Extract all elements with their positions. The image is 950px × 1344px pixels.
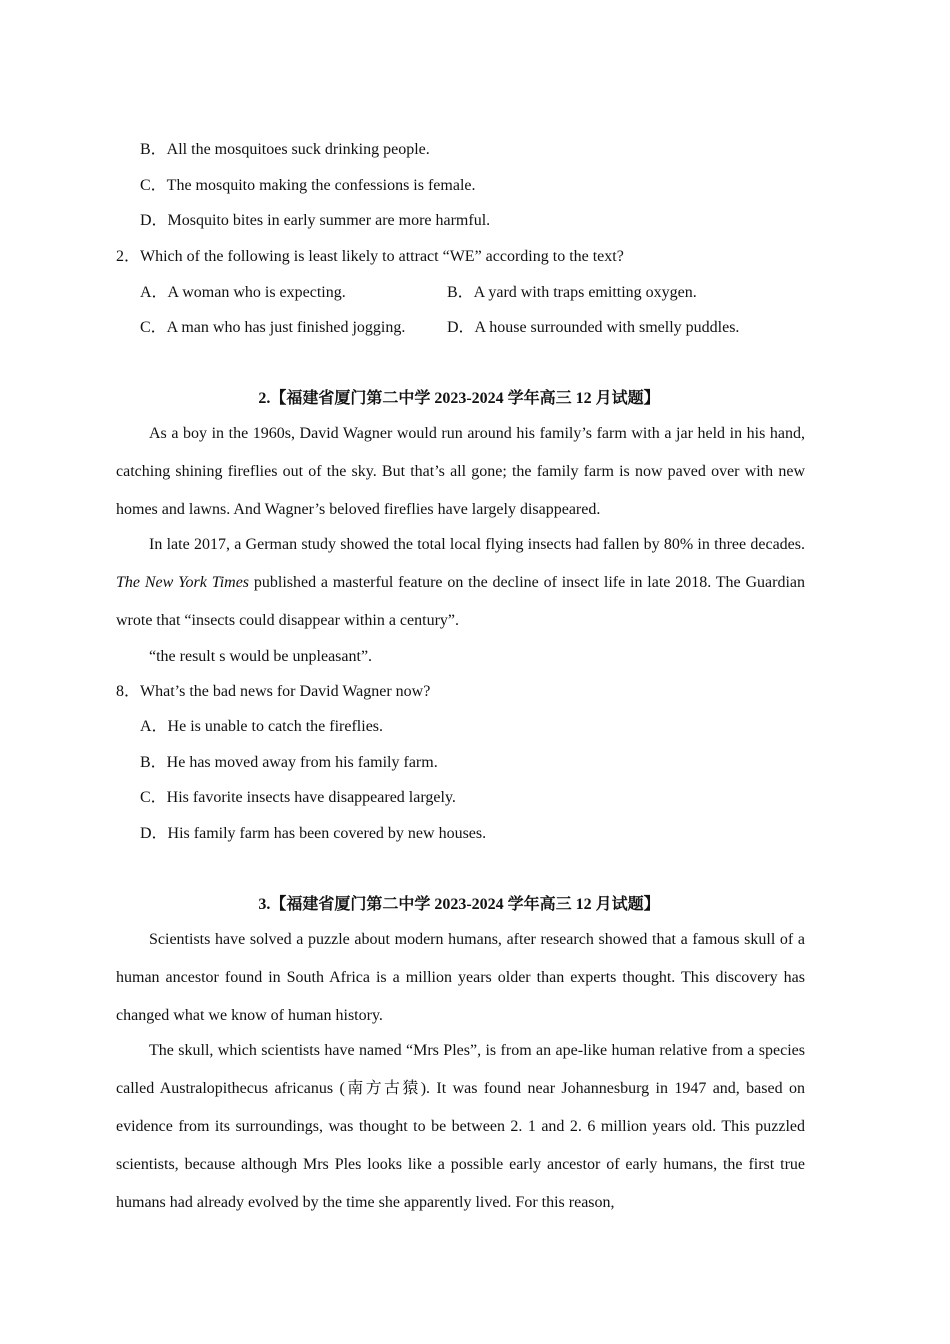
section2-paragraph-3: “the result s would be unpleasant”. [149, 648, 373, 665]
section3-heading: 3.【福建省厦门第二中学 2023-2024 学年高三 12 月试题】 [258, 896, 660, 913]
q8-option-d: D．His family farm has been covered by new houses. [140, 825, 487, 842]
section2-p2-end: published a masterful feature on the decline of insect life in late 2018. The Guardian wrote that “insects could disappear within a century”. [116, 574, 806, 629]
q8-stem: 8．What’s the bad news for David Wagner now? [116, 683, 431, 700]
q2-option-b: B．A yard with traps emitting oxygen. [447, 284, 697, 301]
q1-option-d: D．Mosquito bites in early summer are more harmful. [140, 212, 491, 229]
section2-p2-start: In late 2017, a German study showed the total local flying insects had fallen by 80% in three decades. [149, 536, 805, 553]
q1-option-b: B．All the mosquitoes suck drinking people. [140, 141, 430, 158]
section3-paragraph-2: The skull, which scientists have named “Mrs Ples”, is from an ape-like human relative from a species called Australopithecus africanus (南方古猿). It was found near Johannesburg in 1947 and, based on evidence from its surroundings, was thought to be between 2. 1 and 2. 6 million years old. This puzzled scientists, because although Mrs Ples looks like a possible early ancestor of early humans, the first true humans had already evolved by the time she apparently lived. For this reason, [116, 1042, 805, 1211]
newspaper-title: The New York Times [116, 574, 250, 591]
q8-option-c: C．His favorite insects have disappeared largely. [140, 789, 456, 806]
section2-paragraph-1: As a boy in the 1960s, David Wagner would run around his family’s farm with a jar held in his hand, catching shining fireflies out of the sky. But that’s all gone; the family farm is now paved over with new homes and lawns. And Wagner’s beloved fireflies have largely disappeared. [116, 425, 805, 518]
q2-stem: 2．Which of the following is least likely to attract “WE” according to the text? [116, 248, 624, 265]
section2-paragraph-2 [116, 526, 805, 640]
section2-heading: 2.【福建省厦门第二中学 2023-2024 学年高三 12 月试题】 [258, 390, 660, 407]
q8-option-a: A．He is unable to catch the fireflies. [140, 718, 384, 735]
q8-option-b: B．He has moved away from his family farm. [140, 754, 438, 771]
q2-option-d: D．A house surrounded with smelly puddles. [447, 319, 740, 336]
q2-option-a: A．A woman who is expecting. [140, 284, 346, 301]
q2-option-c: C．A man who has just finished jogging. [140, 319, 406, 336]
q1-option-c: C．The mosquito making the confessions is female. [140, 177, 476, 194]
section3-paragraph-1: Scientists have solved a puzzle about modern humans, after research showed that a famous skull of a human ancestor found in South Africa is a million years older than experts thought. This discovery has changed what we know of human history. [116, 931, 805, 1024]
